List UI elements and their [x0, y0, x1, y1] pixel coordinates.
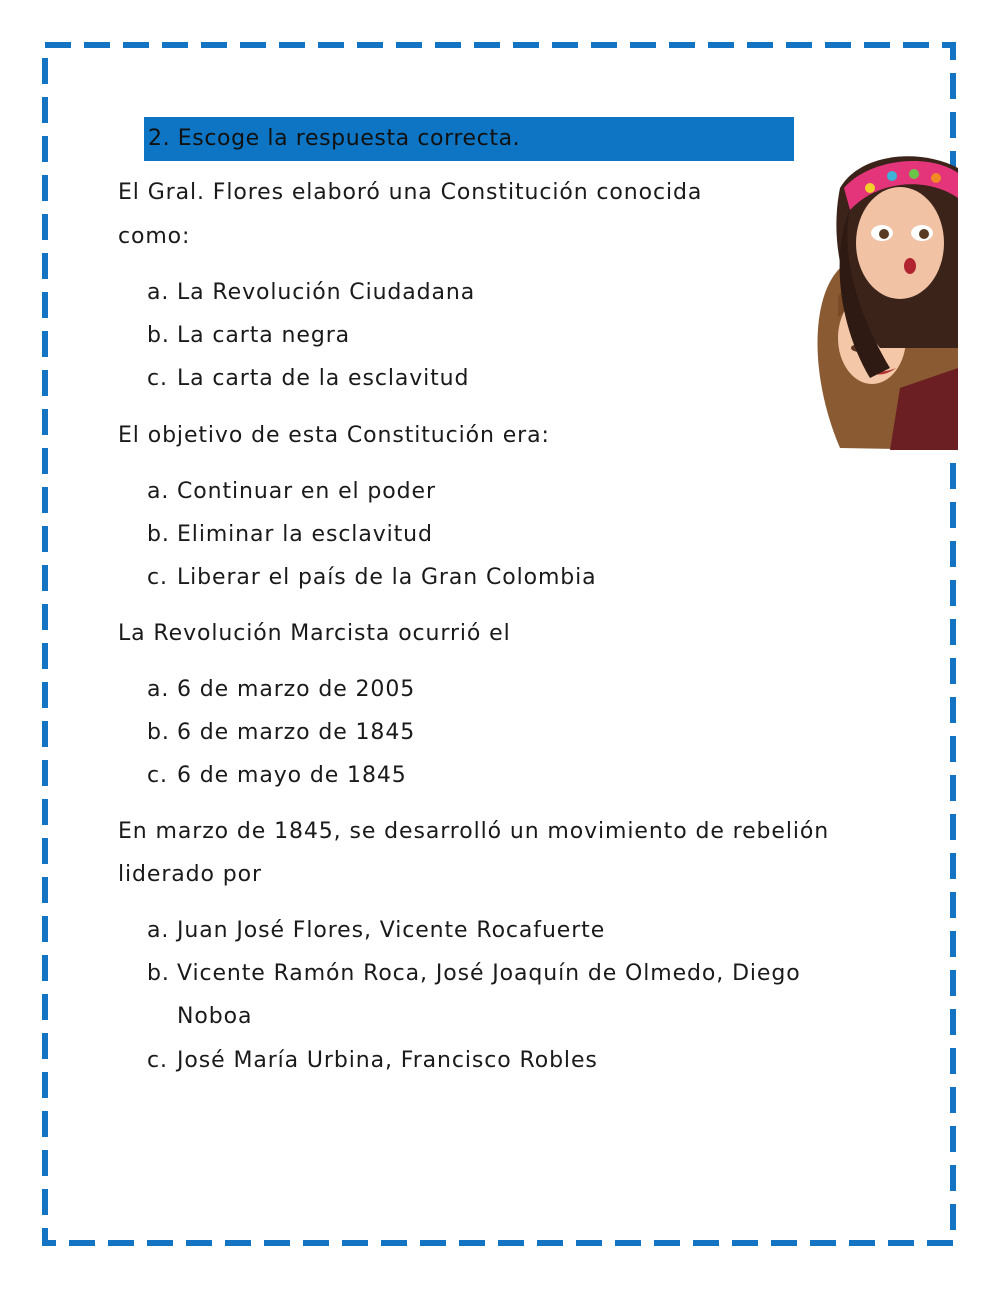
option-letter: a. [147, 479, 170, 504]
option-letter: a. [147, 280, 170, 305]
peeking-girls-illustration [810, 148, 958, 450]
question-4-prompt: En marzo de 1845, se desarrolló un movimiento de rebelión [118, 819, 830, 844]
option-letter: a. [147, 677, 170, 702]
question-1-option-a[interactable] [147, 280, 475, 305]
option-letter: c. [147, 366, 168, 391]
question-4-option-c[interactable] [147, 1048, 598, 1073]
question-4-prompt-cont: liderado por [118, 862, 262, 887]
question-1-option-c[interactable] [147, 366, 469, 391]
option-text: Vicente Ramón Roca, José Joaquín de Olmedo, Diego [177, 961, 801, 986]
option-letter: c. [147, 1048, 168, 1073]
option-letter: c. [147, 565, 168, 590]
option-letter: b. [147, 720, 170, 745]
question-1-prompt: El Gral. Flores elaboró una Constitución conocida [118, 180, 703, 205]
option-text: 6 de marzo de 2005 [177, 677, 416, 702]
question-2-option-c[interactable] [147, 565, 597, 590]
option-text: 6 de marzo de 1845 [177, 720, 416, 745]
option-text: La Revolución Ciudadana [177, 280, 476, 305]
question-3-prompt: La Revolución Marcista ocurrió el [118, 621, 511, 646]
option-text: Eliminar la esclavitud [177, 522, 433, 547]
question-2-option-b[interactable] [147, 522, 433, 547]
option-letter: b. [147, 522, 170, 547]
option-text: La carta negra [177, 323, 351, 348]
option-letter: a. [147, 918, 170, 943]
option-text: Liberar el país de la Gran Colombia [177, 565, 597, 590]
option-letter: b. [147, 323, 170, 348]
question-4-option-b-cont: Noboa [177, 1004, 253, 1029]
section-header: 2. Escoge la respuesta correcta. [144, 117, 794, 161]
option-text: La carta de la esclavitud [177, 366, 470, 391]
question-3-option-b[interactable] [147, 720, 415, 745]
question-3-option-a[interactable] [147, 677, 415, 702]
question-3-option-c[interactable] [147, 763, 407, 788]
option-text: Continuar en el poder [177, 479, 436, 504]
option-letter: b. [147, 961, 170, 986]
question-1-option-b[interactable] [147, 323, 350, 348]
question-1-prompt-cont: como: [118, 224, 191, 249]
option-letter: c. [147, 763, 168, 788]
option-text: 6 de mayo de 1845 [177, 763, 407, 788]
option-text: José María Urbina, Francisco Robles [177, 1048, 598, 1073]
question-4-option-b[interactable] [147, 961, 801, 986]
question-2-option-a[interactable] [147, 479, 436, 504]
question-4-option-a[interactable] [147, 918, 605, 943]
option-text: Juan José Flores, Vicente Rocafuerte [177, 918, 606, 943]
question-2-prompt: El objetivo de esta Constitución era: [118, 423, 550, 448]
